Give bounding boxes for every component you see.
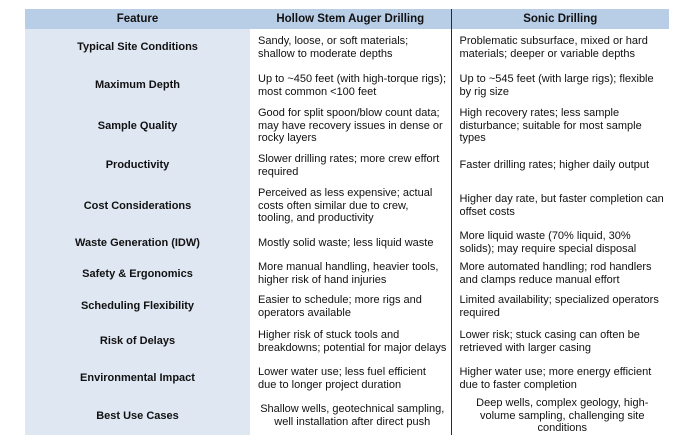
row-feature: Safety & Ergonomics — [25, 258, 250, 290]
row-auger-value: Slower drilling rates; more crew effort required — [250, 147, 451, 184]
row-auger-value: Sandy, loose, or soft materials; shallow to moderate depths — [250, 29, 451, 66]
row-sonic-value: High recovery rates; less sample disturbance; suitable for most sample types — [451, 105, 669, 147]
row-feature: Typical Site Conditions — [25, 29, 250, 66]
row-auger-value: Shallow wells, geotechnical sampling, well installation after direct push — [250, 397, 451, 435]
table-row — [25, 105, 669, 147]
row-sonic-value: More automated handling; rod handlers and clamps reduce manual effort — [451, 258, 669, 290]
row-sonic-value: Faster drilling rates; higher daily output — [451, 147, 669, 184]
row-sonic-value: Lower risk; stuck casing can often be retrieved with larger casing — [451, 323, 669, 360]
row-feature: Waste Generation (IDW) — [25, 228, 250, 258]
row-sonic-value: Up to ~545 feet (with large rigs); flexible by rig size — [451, 66, 669, 105]
row-auger-value: Higher risk of stuck tools and breakdowns; potential for major delays — [250, 323, 451, 360]
row-auger-value: Up to ~450 feet (with high-torque rigs); most common <100 feet — [250, 66, 451, 105]
row-sonic-value: Deep wells, complex geology, high-volume sampling, challenging site conditions — [451, 397, 669, 435]
row-feature: Maximum Depth — [25, 66, 250, 105]
row-sonic-value: Higher day rate, but faster completion can offset costs — [451, 184, 669, 228]
table-row — [25, 290, 669, 323]
table-row — [25, 29, 669, 66]
header-row — [25, 9, 669, 29]
table-row — [25, 228, 669, 258]
table-row — [25, 323, 669, 360]
header-hollow-stem-auger: Hollow Stem Auger Drilling — [250, 9, 451, 29]
row-feature: Environmental Impact — [25, 360, 250, 397]
table-row — [25, 184, 669, 228]
row-sonic-value: Higher water use; more energy efficient due to faster completion — [451, 360, 669, 397]
row-sonic-value: Problematic subsurface, mixed or hard materials; deeper or variable depths — [451, 29, 669, 66]
row-sonic-value: Limited availability; specialized operators required — [451, 290, 669, 323]
table-body — [25, 29, 669, 435]
row-sonic-value: More liquid waste (70% liquid, 30% solids); may require special disposal — [451, 228, 669, 258]
header-sonic-drilling: Sonic Drilling — [451, 9, 669, 29]
table-row — [25, 360, 669, 397]
row-feature: Sample Quality — [25, 105, 250, 147]
row-auger-value: More manual handling, heavier tools, higher risk of hand injuries — [250, 258, 451, 290]
row-auger-value: Mostly solid waste; less liquid waste — [250, 228, 451, 258]
comparison-table — [25, 9, 669, 435]
row-auger-value: Good for split spoon/blow count data; may have recovery issues in dense or rocky layers — [250, 105, 451, 147]
table-row — [25, 397, 669, 435]
row-auger-value: Easier to schedule; more rigs and operators available — [250, 290, 451, 323]
header-feature: Feature — [25, 9, 250, 29]
row-auger-value: Perceived as less expensive; actual costs often similar due to crew, tooling, and productivity — [250, 184, 451, 228]
row-auger-value: Lower water use; less fuel efficient due to longer project duration — [250, 360, 451, 397]
row-feature: Best Use Cases — [25, 397, 250, 435]
table-row — [25, 258, 669, 290]
row-feature: Cost Considerations — [25, 184, 250, 228]
table-header — [25, 9, 669, 29]
row-feature: Risk of Delays — [25, 323, 250, 360]
row-feature: Scheduling Flexibility — [25, 290, 250, 323]
table-row — [25, 66, 669, 105]
row-feature: Productivity — [25, 147, 250, 184]
table-row — [25, 147, 669, 184]
